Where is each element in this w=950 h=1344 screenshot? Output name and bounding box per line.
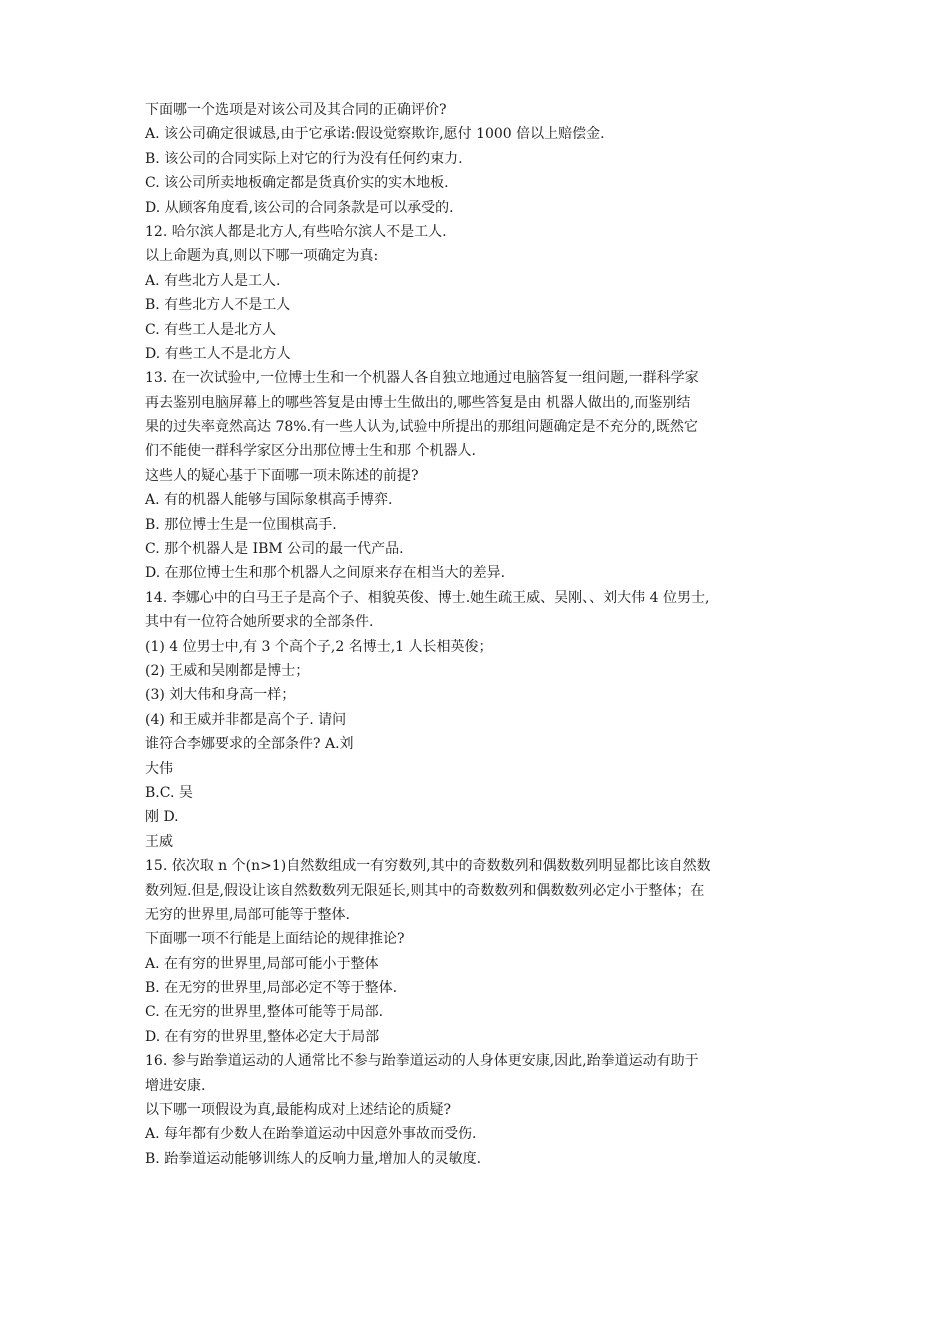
text-line: (4) 和王威并非都是高个子. 请问 (145, 711, 347, 728)
text-line: C. 该公司所卖地板确定都是货真价实的实木地板. (145, 175, 449, 192)
text-line: A. 有些北方人是工人. (145, 272, 281, 289)
text-line: 这些人的疑心基于下面哪一项未陈述的前提? (145, 467, 419, 484)
text-line: A. 每年都有少数人在跆拳道运动中因意外事故而受伤. (145, 1126, 477, 1143)
text-line: 们不能使一群科学家区分出那位博士生和那 个机器人. (145, 443, 476, 460)
document-page (145, 98, 815, 1171)
text-line: A. 在有穷的世界里,局部可能小于整体 (145, 955, 379, 972)
text-line: 数列短.但是,假设让该自然数数列无限延长,则其中的奇数数列和偶数数列必定小于整体；在 (145, 882, 705, 899)
text-line: D. 在那位博士生和那个机器人之间原来存在相当大的差异. (145, 565, 506, 582)
text-line: 大伟 (145, 760, 173, 777)
text-line: (2) 王威和吴刚都是博士； (145, 662, 310, 679)
text-line: 以上命题为真,则以下哪一项确定为真: (145, 248, 379, 265)
text-line: 以下哪一项假设为真,最能构成对上述结论的质疑? (145, 1102, 451, 1119)
text-line: 刚 D. (145, 809, 179, 826)
text-line: 15. 依次取 n 个(n>1)自然数组成一有穷数列,其中的奇数数列和偶数数列明显都比该自然数 (145, 858, 711, 875)
text-line: B. 在无穷的世界里,局部必定不等于整体. (145, 980, 398, 997)
text-line: C. 在无穷的世界里,整体可能等于局部. (145, 1004, 384, 1021)
text-line: B. 有些北方人不是工人 (145, 297, 291, 314)
text-line: (3) 刘大伟和身高一样； (145, 687, 296, 704)
text-line: 果的过失率竟然高达 78%.有一些人认为,试验中所提出的那组问题确定是不充分的,既然它 (145, 419, 698, 436)
text-line: A. 该公司确定很诚恳,由于它承诺:假设觉察欺诈,愿付 1000 倍以上赔偿金. (145, 126, 605, 143)
text-line: A. 有的机器人能够与国际象棋高手博弈. (145, 492, 393, 509)
text-line: 12. 哈尔滨人都是北方人,有些哈尔滨人不是工人. (145, 223, 447, 240)
text-line: C. 有些工人是北方人 (145, 321, 277, 338)
text-line: (1) 4 位男士中,有 3 个高个子,2 名博士,1 人长相英俊； (145, 638, 493, 655)
text-line: 无穷的世界里,局部可能等于整体. (145, 906, 350, 923)
text-line: D. 有些工人不是北方人 (145, 345, 291, 362)
text-line: D. 在有穷的世界里,整体必定大于局部 (145, 1028, 380, 1045)
text-line: C. 那个机器人是 IBM 公司的最一代产品. (145, 541, 404, 558)
text-line: B. 该公司的合同实际上对它的行为没有任何约束力. (145, 150, 463, 167)
text-line: 谁符合李娜要求的全部条件? A.刘 (145, 736, 354, 753)
text-line: 王威 (145, 833, 173, 850)
text-line: 16. 参与跆拳道运动的人通常比不参与跆拳道运动的人身体更安康,因此,跆拳道运动有助于 (145, 1053, 699, 1070)
text-line: 下面哪一个选项是对该公司及其合同的正确评价? (145, 102, 447, 118)
text-line: 14. 李娜心中的白马王子是高个子、相貌英俊、博士.她生疏王威、吴刚、、刘大伟 4 位男士, (145, 589, 710, 606)
text-line: 下面哪一项不行能是上面结论的规律推论? (145, 931, 405, 948)
text-line: 再去鉴别电脑屏幕上的哪些答复是由博士生做出的,哪些答复是由 机器人做出的,而鉴别结 (145, 394, 691, 411)
text-line: D. 从顾客角度看,该公司的合同条款是可以承受的. (145, 199, 454, 216)
text-line: 13. 在一次试验中,一位博士生和一个机器人各自独立地通过电脑答复一组问题,一群科学家 (145, 370, 699, 387)
text-line: B.C. 吴 (145, 784, 193, 801)
text-line: 增进安康. (145, 1077, 206, 1094)
text-line: 其中有一位符合她所要求的全部条件. (145, 614, 374, 631)
text-line: B. 那位博士生是一位围棋高手. (145, 516, 337, 533)
text-line: B. 跆拳道运动能够训练人的反响力量,增加人的灵敏度. (145, 1150, 482, 1167)
